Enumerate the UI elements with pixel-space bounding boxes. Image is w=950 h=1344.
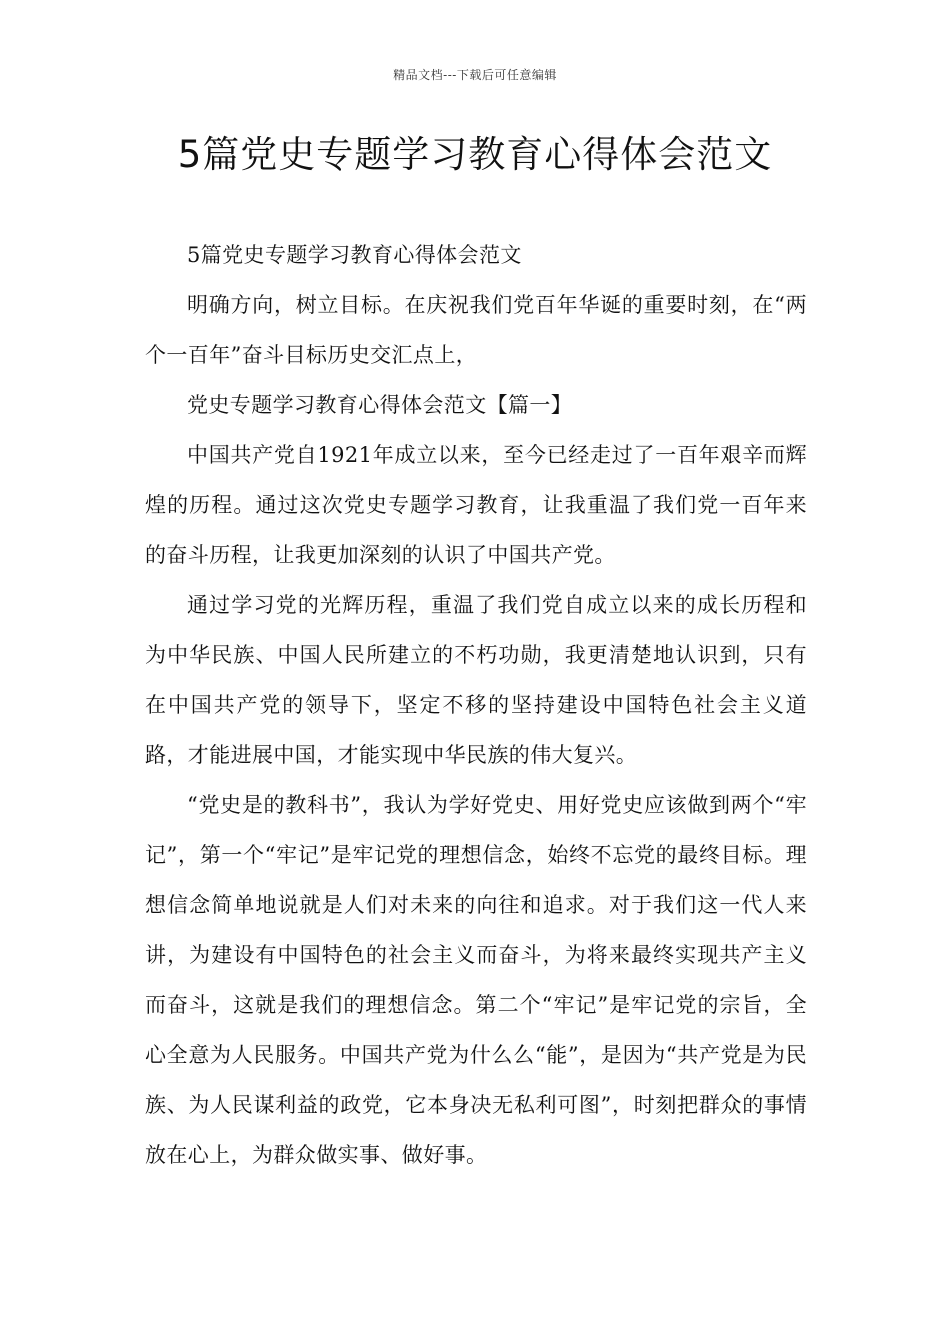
paragraph-body: 中国共产党自1921年成立以来，至今已经走过了一百年艰辛而辉煌的历程。通过这次党史专题学习教育，让我重温了我们党一百年来的奋斗历程，让我更加深刻的认识了中国共产党。 xyxy=(145,443,807,567)
paragraph-body: 通过学习党的光辉历程，重温了我们党自成立以来的成长历程和为中华民族、中国人民所建立的不朽功勋，我更清楚地认识到，只有在中国共产党的领导下，坚定不移的坚持建设中国特色社会主义道路，才能进展中国，才能实现中华民族的伟大复兴。 xyxy=(145,593,807,767)
paragraph-subtitle: 5篇党史专题学习教育心得体会范文 xyxy=(187,243,522,267)
paragraph-section-heading: 党史专题学习教育心得体会范文【篇一】 xyxy=(187,393,573,417)
document-body xyxy=(145,230,807,1180)
document-title: 5篇党史专题学习教育心得体会范文 xyxy=(177,133,773,176)
paragraph-intro: 明确方向，树立目标。在庆祝我们党百年华诞的重要时刻，在“两个一百年”奋斗目标历史交汇点上， xyxy=(145,293,807,367)
page-header: 精品文档---下载后可任意编辑 xyxy=(393,68,557,82)
paragraph-body: “党史是的教科书”，我认为学好党史、用好党史应该做到两个“牢记”，第一个“牢记”是牢记党的理想信念，始终不忘党的最终目标。理想信念简单地说就是人们对未来的向往和追求。对于我们这一代人来讲，为建设有中国特色的社会主义而奋斗，为将来最终实现共产主义而奋斗，这就是我们的理想信念。第二个“牢记”是牢记党的宗旨，全心全意为人民服务。中国共产党为什么么“能”，是因为“共产党是为民族、为人民谋利益的政党，它本身决无私利可图”，时刻把群众的事情放在心上，为群众做实事、做好事。 xyxy=(145,793,807,1167)
